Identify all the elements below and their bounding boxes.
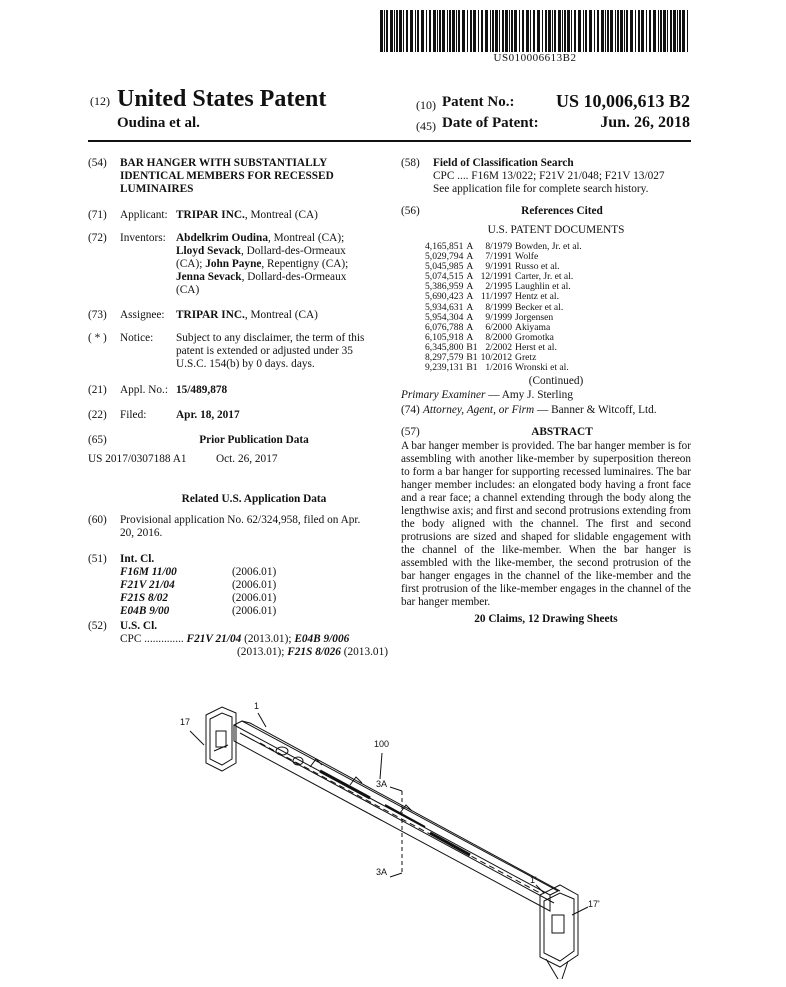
code-58: (58) [401, 157, 420, 169]
patent-drawing [170, 695, 610, 980]
barcode-number: US010006613B2 [493, 52, 577, 64]
code-60: (60) [88, 514, 107, 526]
notice-text: Subject to any disclaimer, the term of this patent is extended or adjusted under 35 U.S.C. 154(b) by 0 days. days. [176, 332, 365, 370]
reference-row: 5,690,423 A 11/1997 Hentz et al. [425, 291, 559, 303]
assignee-value: TRIPAR INC., Montreal (CA) [176, 309, 318, 321]
barcode [380, 10, 690, 52]
label-17: 17 [180, 717, 191, 727]
patent-no-label: Patent No.: [442, 94, 515, 110]
label-3a-bottom: 3A [376, 867, 388, 877]
abstract-text: A bar hanger member is provided. The bar hanger member is for assembling with another like-member by superposition thereon to form a bar hanger for supporting recessed luminaires. The bar hanger member includes: an elongated body having a front face and a rear face; a channel extending through the body along the lengthwise axis; and first and second protrusions extending from the body aligned with the channel. The first and second protrusions are sized and shaped for slidable engagement with the channel of the like-member. When the bar hanger is assembled with the like-member, the second protrusion of the bar hanger engages in the channel of the like-member and the first protrusion of the like-member engages in the channel of the bar hanger member. [401, 440, 691, 609]
code-notice: ( * ) [88, 332, 107, 344]
reference-row: 5,045,985 A 9/1991 Russo et al. [425, 261, 560, 273]
references-table [425, 242, 585, 373]
inventors-short: Oudina et al. [117, 115, 200, 131]
reference-row: 4,165,851 A 8/1979 Bowden, Jr. et al. [425, 241, 582, 252]
code-51: (51) [88, 553, 107, 565]
code-10: (10) [416, 98, 436, 112]
inventors-list: Abdelkrim Oudina, Montreal (CA); Lloyd Sevack, Dollard-des-Ormeaux (CA); John Payne, Repentigny (CA); Jenna Sevack, Dollard-des-Ormeaux (CA) [176, 232, 349, 296]
filed-label: Filed: [120, 409, 147, 421]
code-12: (12) [90, 94, 110, 108]
right-column [401, 157, 691, 626]
appl-no: 15/489,878 [176, 384, 228, 396]
label-17-prime: 17' [588, 899, 600, 909]
reference-row: 5,074,515 A 12/1991 Carter, Jr. et al. [425, 271, 574, 283]
reference-row: 6,105,918 A 8/2000 Gromotka [425, 331, 554, 343]
notice-label: Notice: [120, 332, 154, 344]
code-21: (21) [88, 384, 107, 396]
us-cl-block: U.S. Cl. CPC .............. F21V 21/04 (2013.01); E04B 9/006 (2013.01); F21S 8/026 (2013.01) [120, 620, 388, 658]
label-3a-top: 3A [376, 779, 388, 789]
reference-row: 5,934,631 A 8/1999 Becker et al. [425, 301, 564, 313]
primary-examiner: Primary Examiner — Amy J. Sterling [401, 389, 573, 402]
inventors-label: Inventors: [120, 232, 166, 244]
patent-type-title: United States Patent [117, 86, 327, 112]
references-continued: (Continued) [528, 375, 584, 388]
int-cl-block: Int. Cl. F16M 11/00 (2006.01) F21V 21/04 (2006.01) F21S 8/02 (2006.01) E04B 9/00 (2006.01) [120, 553, 277, 617]
applicant-label: Applicant: [120, 209, 168, 221]
field-of-search: Field of Classification Search CPC .... F16M 13/022; F21V 21/048; F21V 13/027 See application file for complete search history. [433, 157, 665, 195]
prior-pub-date: Oct. 26, 2017 [216, 453, 278, 465]
left-column [88, 157, 388, 659]
prior-pub-heading: Prior Publication Data [199, 434, 309, 446]
code-56: (56) [401, 205, 420, 217]
references-heading: References Cited [521, 205, 603, 217]
patent-date: Jun. 26, 2018 [600, 114, 690, 131]
code-72: (72) [88, 232, 107, 244]
abstract-heading: ABSTRACT [531, 426, 593, 439]
code-22: (22) [88, 409, 107, 421]
claims-summary: 20 Claims, 12 Drawing Sheets [474, 613, 618, 626]
appl-no-label: Appl. No.: [120, 384, 169, 396]
provisional-text: Provisional application No. 62/324,958, filed on Apr. 20, 2016. [120, 514, 361, 539]
reference-row: 8,297,579 B1 10/2012 Gretz [425, 352, 537, 364]
code-65: (65) [88, 434, 107, 446]
code-73: (73) [88, 309, 107, 321]
filed-date: Apr. 18, 2017 [176, 409, 240, 421]
invention-title: BAR HANGER WITH SUBSTANTIALLY IDENTICAL MEMBERS FOR RECESSED LUMINAIRES [120, 157, 334, 195]
attorney-line: (74) Attorney, Agent, or Firm — Banner & Witcoff, Ltd. [401, 404, 657, 417]
label-1-prime: 1' [530, 875, 537, 885]
reference-row: 6,345,800 B1 2/2002 Herst et al. [425, 341, 557, 353]
label-1: 1 [254, 701, 260, 711]
reference-row: 5,954,304 A 9/1999 Jorgensen [425, 311, 554, 323]
reference-row: 6,076,788 A 6/2000 Akiyama [425, 321, 551, 333]
applicant-value: TRIPAR INC., Montreal (CA) [176, 209, 318, 221]
code-57: (57) [401, 426, 420, 439]
code-45: (45) [416, 119, 436, 133]
us-patent-docs-heading: U.S. PATENT DOCUMENTS [487, 224, 625, 236]
reference-row: 5,386,959 A 2/1995 Laughlin et al. [425, 281, 571, 293]
reference-row: 9,239,131 B1 1/2016 Wronski et al. [425, 362, 569, 374]
code-71: (71) [88, 209, 107, 221]
code-54: (54) [88, 157, 107, 169]
date-label: Date of Patent: [442, 115, 539, 131]
label-100: 100 [374, 739, 390, 749]
patent-number: US 10,006,613 B2 [555, 91, 690, 111]
assignee-label: Assignee: [120, 309, 165, 321]
code-52: (52) [88, 620, 107, 632]
prior-pub-number: US 2017/0307188 A1 [88, 453, 187, 465]
header-divider [88, 140, 691, 142]
related-data-heading: Related U.S. Application Data [181, 493, 327, 505]
reference-row: 5,029,794 A 7/1991 Wolfe [425, 251, 539, 263]
